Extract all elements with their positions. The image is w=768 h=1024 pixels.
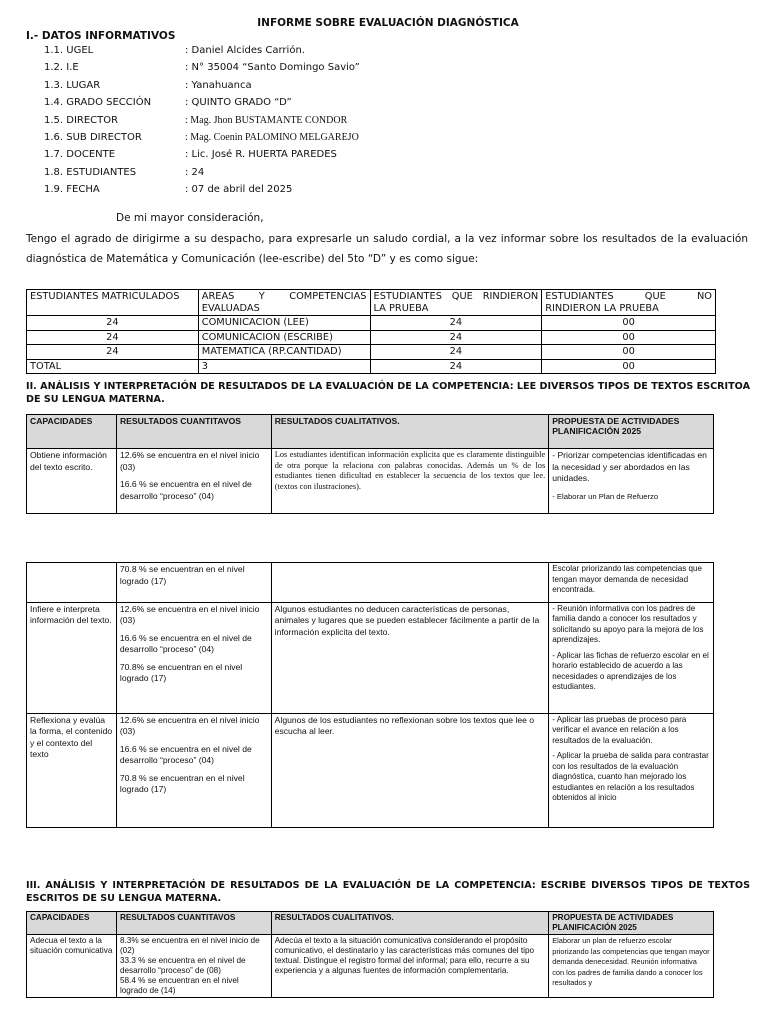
document-title: INFORME SOBRE EVALUACIÓN DIAGNÓSTICA <box>257 17 519 29</box>
info-value: : Lic. José R. HUERTA PAREDES <box>185 149 337 161</box>
table-header: ESTUDIANTES MATRICULADOS <box>27 290 199 316</box>
table-cell: 00 <box>542 345 716 360</box>
info-label: 1.4. GRADO SECCIÓN <box>44 97 152 109</box>
capacity-text: Infiere e interpreta información del texto. <box>30 603 112 625</box>
proposal-cell <box>549 602 714 713</box>
table-row <box>27 602 714 713</box>
quantitative-cell <box>116 935 271 998</box>
info-value: : Mag. Coenin PALOMINO MELGAREJO <box>185 131 359 143</box>
info-list <box>44 42 360 199</box>
qualitative-text: Algunos de los estudiantes no reflexionan sobre los textos que lee o escucha al leer. <box>274 714 535 736</box>
summary-table <box>26 289 716 374</box>
info-label: 1.5. DIRECTOR <box>44 114 119 126</box>
quantitative-text: 70.8 % se encuentran en el nivel logrado (17) <box>119 564 245 586</box>
quantitative-text: 33.3 % se encuentra en el nivel de desarrollo “proceso” de (08) <box>119 956 246 975</box>
info-row-fecha <box>44 181 360 198</box>
capacity-text: Obtiene información del texto escrito. <box>30 450 107 472</box>
capacity-cell <box>27 713 117 827</box>
table-header: ESTUDIANTES QUE NO RINDIERON LA PRUEBA <box>542 290 716 316</box>
table-cell: COMUNICACION (ESCRIBE) <box>198 330 370 345</box>
info-value: : 24 <box>185 166 205 178</box>
table-cell: MATEMATICA (RP.CANTIDAD) <box>198 345 370 360</box>
table-cell: 00 <box>542 359 716 374</box>
writing-results-table <box>26 911 714 998</box>
table-header: ESTUDIANTES QUE RINDIERON LA PRUEBA <box>370 290 542 316</box>
quantitative-cell <box>116 713 271 827</box>
table-header: PROPUESTA DE ACTIVIDADES PLANIFICACIÓN 2025 <box>549 912 714 935</box>
info-row-director <box>44 112 360 129</box>
qualitative-cell <box>271 563 549 603</box>
table-cell: 24 <box>370 330 542 345</box>
table-cell: 3 <box>198 359 370 374</box>
intro-paragraph: Tengo el agrado de dirigirme a su despacho, para expresarle un saludo cordial, a la vez informar sobre los resultados de la evaluación diagnóstica de Matemática y Comunicación (lee-escribe) del 5to “D” y es como sigue: <box>26 233 748 265</box>
info-label: 1.6. SUB DIRECTOR <box>44 131 142 143</box>
table-cell: 24 <box>27 316 199 331</box>
table-header: AREAS Y COMPETENCIAS EVALUADAS <box>198 290 370 316</box>
table-cell: COMUNICACION (LEE) <box>198 316 370 331</box>
quantitative-text: 8.3% se encuentra en el nivel inicio de (02) <box>119 936 260 955</box>
table-cell: TOTAL <box>27 359 199 374</box>
table-header: PROPUESTA DE ACTIVIDADES PLANIFICACIÓN 2025 <box>549 415 714 449</box>
capacity-cell <box>27 449 117 514</box>
capacity-text: Reflexiona y evalúa la forma, el contenido y el contexto del texto <box>30 714 113 759</box>
info-value: : Yanahuanca <box>185 79 252 91</box>
table-header-row <box>27 415 714 449</box>
info-label: 1.2. I.E <box>44 62 79 74</box>
table-header-row <box>27 912 714 935</box>
qualitative-cell: Los estudiantes identifican información explicita que es claramente distinguible de otra porque la relaciona con palabras conocidas. Además un % de los estudiantes tienen dificultad en establecer la secuencia de los textos que lee.(textos con ilustraciones). <box>271 449 548 514</box>
table-header: RESULTADOS CUALITATIVOS. <box>271 415 548 449</box>
qualitative-cell: Adecúa el texto a la situación comunicativa considerando el propósito comunicativo, el destinatario y las características más comunes del tipo textual. Distingue el registro formal del informal; para ello, recurre a su experiencia y a algunas fuentes de información complementaria. <box>271 935 548 998</box>
reading-results-table-continued <box>26 562 714 828</box>
capacity-cell: Adecua el texto a la situación comunicativa <box>27 935 117 998</box>
table-row <box>27 935 714 998</box>
table-row <box>27 345 716 360</box>
table-cell: 24 <box>27 345 199 360</box>
proposal-text: - Aplicar las pruebas de proceso para verificar el avance en relación a los resultados de la evaluación. <box>552 714 687 745</box>
greeting: De mi mayor consideración, <box>116 212 264 224</box>
table-row <box>27 563 714 603</box>
quantitative-text: 16.6 % se encuentra en el nivel de desarrollo “proceso” (04) <box>119 743 252 765</box>
proposal-text: - Reunión informativa con los padres de familia dando a conocer los resultados y solicitando su apoyo para la mejora de los aprendizajes. <box>552 603 704 644</box>
section-2-title: II. ANÁLISIS Y INTERPRETACIÓN DE RESULTADOS DE LA EVALUACIÓN DE LA COMPETENCIA: LEE DIVERSOS TIPOS DE TEXTOS ESCRITOA DE SU LENGUA MATERNA. <box>26 381 750 405</box>
quantitative-text: 12.6% se encuentra en el nivel inicio (03) <box>119 714 260 736</box>
quantitative-text: 58.4 % se encuentran en el nivel logrado de (14) <box>119 976 239 995</box>
capacity-cell <box>27 602 117 713</box>
table-cell: 24 <box>370 316 542 331</box>
info-row-grado <box>44 94 360 111</box>
quantitative-text: 70.8% se encuentran en el nivel logrado (17) <box>119 661 243 683</box>
proposal-text: - Priorizar competencias identificadas en la necesidad y ser abordados en las unidades. <box>552 450 707 483</box>
info-row-ie <box>44 59 360 76</box>
quantitative-cell <box>116 449 271 514</box>
qualitative-text: Algunos estudiantes no deducen características de personas, animales y lugares que se pueden establecer fácilmente a partir de la información explicita del texto. <box>274 603 540 637</box>
capacity-cell <box>27 563 117 603</box>
info-value: : 07 de abril del 2025 <box>185 184 293 196</box>
qualitative-cell <box>271 713 549 827</box>
table-cell: 24 <box>27 330 199 345</box>
proposal-text: Escolar priorizando las competencias que tengan mayor demanda de necesidad encontrada. <box>552 564 703 594</box>
table-row <box>27 330 716 345</box>
section-1-title: I.- DATOS INFORMATIVOS <box>26 30 176 42</box>
table-header-row <box>27 290 716 316</box>
info-value: : QUINTO GRADO “D” <box>185 97 292 109</box>
quantitative-text: 12.6% se encuentra en el nivel inicio (03) <box>119 450 260 472</box>
quantitative-text: 70.8 % se encuentran en el nivel logrado (17) <box>119 772 245 794</box>
table-cell: 00 <box>542 330 716 345</box>
proposal-text: - Aplicar las fichas de refuerzo escolar en el horario establecido de acuerdo a las necesidades o aprendizajes de los estudiantes. <box>552 650 709 691</box>
table-row <box>27 449 714 514</box>
table-header: RESULTADOS CUANTITAVOS <box>116 912 271 935</box>
info-value: : Daniel Alcides Carrión. <box>185 45 305 56</box>
info-label: 1.8. ESTUDIANTES <box>44 166 137 178</box>
proposal-text: - Elaborar un Plan de Refuerzo <box>552 491 659 501</box>
qualitative-cell <box>271 602 549 713</box>
reading-results-table <box>26 414 714 514</box>
table-header: RESULTADOS CUANTITAVOS <box>116 415 271 449</box>
quantitative-text: 12.6% se encuentra en el nivel inicio (03) <box>119 603 260 625</box>
table-header: CAPACIDADES <box>27 415 117 449</box>
quantitative-text: 16.6 % se encuentra en el nivel de desarrollo “proceso” (04) <box>119 632 252 654</box>
quantitative-cell <box>116 602 271 713</box>
info-row-subdirector <box>44 129 360 146</box>
table-cell: 24 <box>370 345 542 360</box>
proposal-cell <box>549 713 714 827</box>
proposal-cell: Elaborar un plan de refuerzo escolar priorizando las competencias que tengan mayor demanda denecesidad. Reunión informativa con los padres de familia dando a conocer los resultados y <box>549 935 714 998</box>
table-header: CAPACIDADES <box>27 912 117 935</box>
info-label: 1.3. LUGAR <box>44 79 101 91</box>
proposal-cell <box>549 449 714 514</box>
table-cell: 24 <box>370 359 542 374</box>
info-label: 1.7. DOCENTE <box>44 149 116 161</box>
info-row-lugar <box>44 77 360 94</box>
info-label: 1.1. UGEL <box>44 45 94 56</box>
info-row-docente <box>44 146 360 163</box>
quantitative-text: 16.6 % se encuentra en el nivel de desarrollo “proceso” (04) <box>119 479 252 501</box>
section-3-title: III. ANÁLISIS Y INTERPRETACIÓN DE RESULTADOS DE LA EVALUACIÓN DE LA COMPETENCIA: ESCRIBE DIVERSOS TIPOS DE TEXTOS ESCRITOS DE SU LENGUA MATERNA. <box>26 880 750 904</box>
table-header: RESULTADOS CUALITATIVOS. <box>271 912 548 935</box>
info-label: 1.9. FECHA <box>44 184 100 196</box>
table-row-total <box>27 359 716 374</box>
table-row <box>27 316 716 331</box>
info-row-ugel <box>44 42 360 59</box>
proposal-text: - Aplicar la prueba de salida para contrastar con los resultados de la evaluación diagnóstica, cuanto han mejorado los estudiantes en relación a los resultados obtenidos al inicio <box>552 751 709 802</box>
table-cell: 00 <box>542 316 716 331</box>
proposal-cell <box>549 563 714 603</box>
info-value: : N° 35004 “Santo Domingo Savio” <box>185 62 360 74</box>
quantitative-cell <box>116 563 271 603</box>
info-value: : Mag. Jhon BUSTAMANTE CONDOR <box>185 114 348 126</box>
table-row <box>27 713 714 827</box>
info-row-estudiantes <box>44 164 360 181</box>
